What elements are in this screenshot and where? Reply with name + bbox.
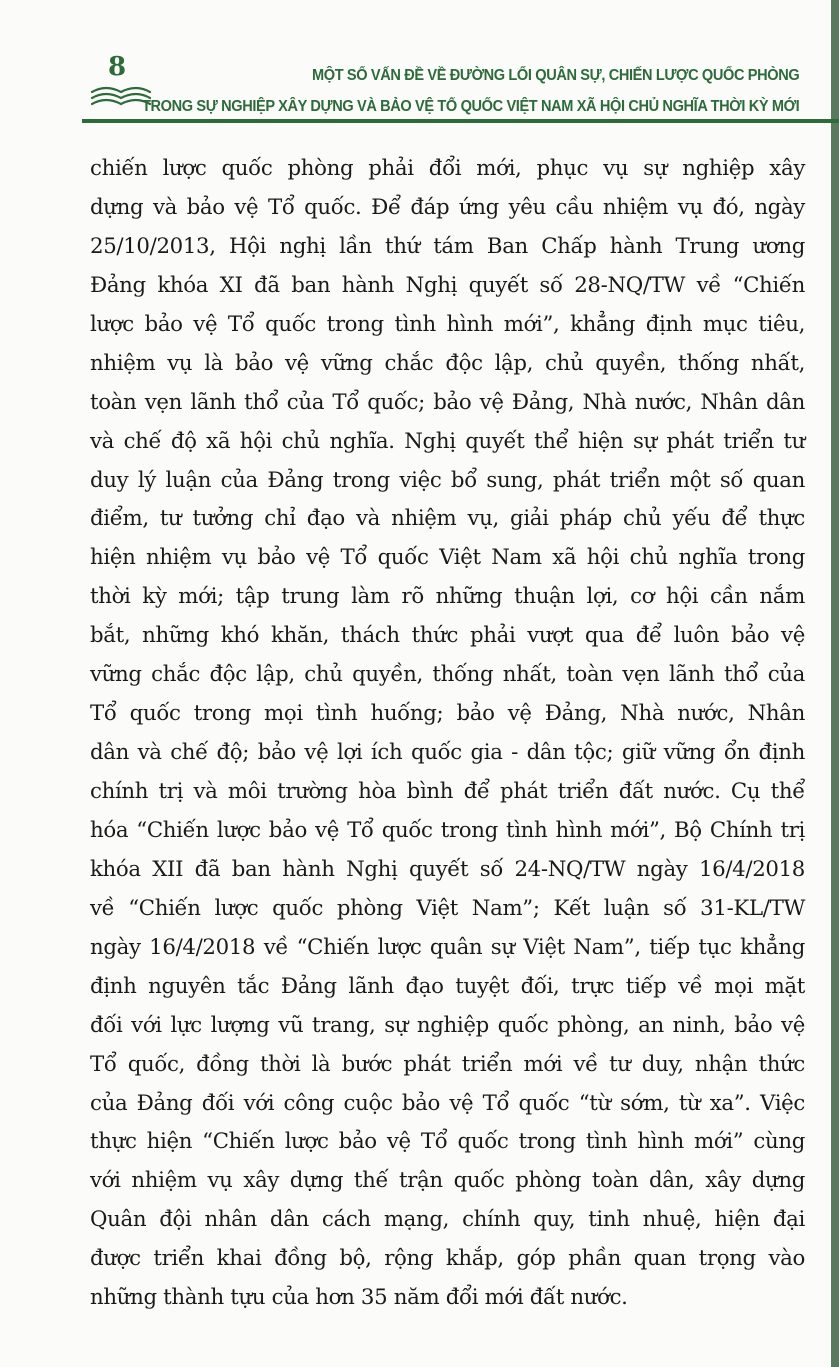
page-edge-band — [831, 0, 839, 1367]
text-line: định nguyên tắc Đảng lãnh đạo tuyệt đối, trực tiếp về mọi mặt — [90, 973, 805, 999]
text-line: ngày 16/4/2018 về “Chiến lược quân sự Việt Nam”, tiếp tục khẳng — [90, 934, 805, 960]
text-line: Tổ quốc trong mọi tình huống; bảo vệ Đảng, Nhà nước, Nhân — [90, 701, 805, 727]
running-head-line-2: TRONG SỰ NGHIỆP XÂY DỰNG VÀ BẢO VỆ TỔ QUỐC VIỆT NAM XÃ HỘI CHỦ NGHĨA THỜI KỲ MỚI — [141, 98, 799, 115]
text-line: 25/10/2013, Hội nghị lần thứ tám Ban Chấp hành Trung ương — [90, 233, 805, 259]
text-line: chính trị và môi trường hòa bình để phát triển đất nước. Cụ thể — [90, 779, 805, 804]
text-line: dân và chế độ; bảo vệ lợi ích quốc gia - dân tộc; giữ vững ổn định — [90, 740, 805, 766]
text-line: toàn vẹn lãnh thổ của Tổ quốc; bảo vệ Đảng, Nhà nước, Nhân dân — [90, 389, 805, 415]
text-line: với nhiệm vụ xây dựng thế trận quốc phòng toàn dân, xây dựng — [90, 1168, 805, 1194]
text-line: được triển khai đồng bộ, rộng khắp, góp phần quan trọng vào — [90, 1246, 805, 1272]
text-line: duy lý luận của Đảng trong việc bổ sung, phát triển một số quan — [90, 467, 805, 493]
text-line: thực hiện “Chiến lược bảo vệ Tổ quốc trong tình hình mới” cùng — [90, 1129, 805, 1155]
text-line: Quân đội nhân dân cách mạng, chính quy, tinh nhuệ, hiện đại — [90, 1207, 805, 1233]
text-line: khóa XII đã ban hành Nghị quyết số 24-NQ/TW ngày 16/4/2018 — [90, 856, 805, 882]
body-text — [90, 150, 805, 1318]
text-line: chiến lược quốc phòng phải đổi mới, phục vụ sự nghiệp xây — [90, 156, 805, 181]
text-line: vững chắc độc lập, chủ quyền, thống nhất, toàn vẹn lãnh thổ của — [90, 662, 805, 688]
text-line: của Đảng đối với công cuộc bảo vệ Tổ quốc “từ sớm, từ xa”. Việc — [90, 1090, 805, 1116]
page-number: 8 — [108, 52, 127, 82]
text-line: dựng và bảo vệ Tổ quốc. Để đáp ứng yêu cầu nhiệm vụ đó, ngày — [90, 194, 805, 220]
text-line: hóa “Chiến lược bảo vệ Tổ quốc trong tình hình mới”, Bộ Chính trị — [90, 817, 805, 843]
text-line: Đảng khóa XI đã ban hành Nghị quyết số 28-NQ/TW về “Chiến — [90, 272, 805, 298]
text-line: lược bảo vệ Tổ quốc trong tình hình mới”, khẳng định mục tiêu, — [90, 311, 805, 337]
text-line: thời kỳ mới; tập trung làm rõ những thuận lợi, cơ hội cần nắm — [90, 584, 805, 610]
text-line: hiện nhiệm vụ bảo vệ Tổ quốc Việt Nam xã hội chủ nghĩa trong — [90, 545, 805, 571]
text-line: nhiệm vụ là bảo vệ vững chắc độc lập, chủ quyền, thống nhất, — [90, 350, 805, 376]
text-line: điểm, tư tưởng chỉ đạo và nhiệm vụ, giải pháp chủ yếu để thực — [90, 506, 805, 532]
running-head-line-1: MỘT SỐ VẤN ĐỀ VỀ ĐƯỜNG LỐI QUÂN SỰ, CHIẾN LƯỢC QUỐC PHÒNG — [311, 67, 799, 84]
text-line: và chế độ xã hội chủ nghĩa. Nghị quyết thể hiện sự phát triển tư — [90, 428, 805, 454]
text-line: đối với lực lượng vũ trang, sự nghiệp quốc phòng, an ninh, bảo vệ — [90, 1012, 805, 1038]
running-head — [100, 60, 799, 122]
header-rule — [82, 119, 839, 123]
text-line: Tổ quốc, đồng thời là bước phát triển mới về tư duy, nhận thức — [90, 1051, 805, 1077]
text-line: bắt, những khó khăn, thách thức phải vượt qua để luôn bảo vệ — [90, 623, 805, 649]
text-line-last: những thành tựu của hơn 35 năm đổi mới đất nước. — [90, 1285, 628, 1311]
text-line: về “Chiến lược quốc phòng Việt Nam”; Kết luận số 31-KL/TW — [90, 895, 805, 921]
